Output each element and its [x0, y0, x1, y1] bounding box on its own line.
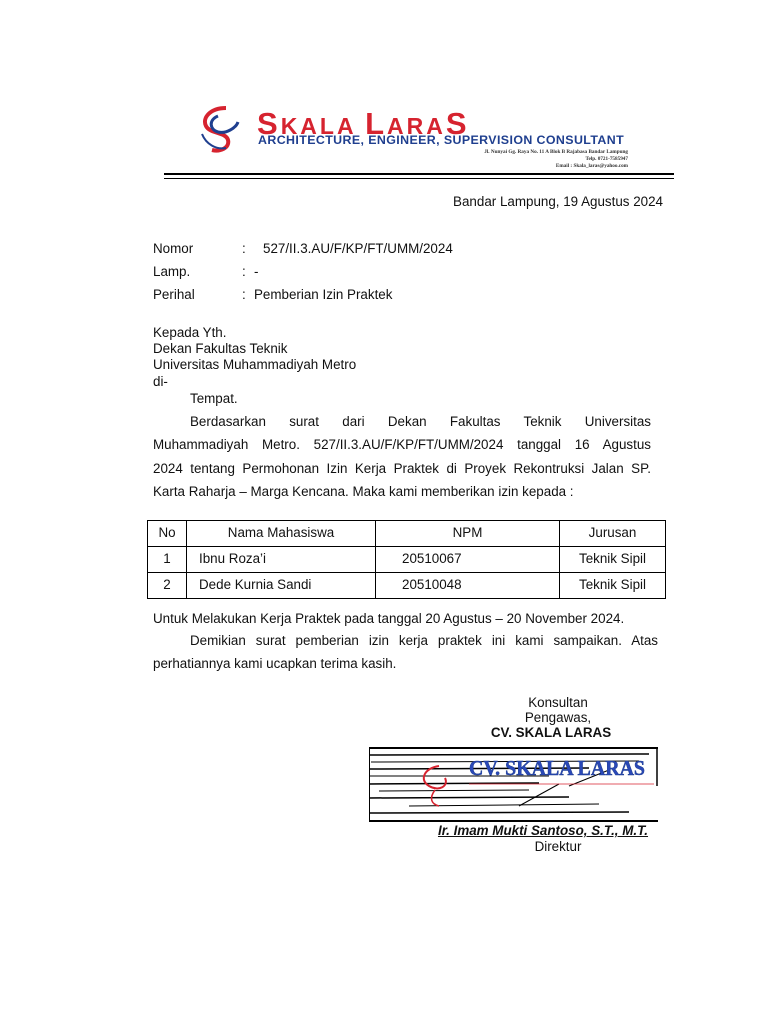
- signature-role: Konsultan: [528, 695, 588, 710]
- table-cell: 1: [148, 547, 187, 573]
- recipient-line: Dekan Fakultas Teknik: [153, 341, 288, 356]
- table-row: [148, 573, 666, 599]
- student-table: [147, 520, 666, 599]
- table-cell: 20510067: [376, 547, 560, 573]
- paragraph-line: Berdasarkan surat dari Dekan Fakultas Teknik Universitas: [190, 414, 651, 429]
- recipient-tempat: Tempat.: [190, 391, 238, 406]
- place-date: Bandar Lampung, 19 Agustus 2024: [453, 194, 663, 209]
- signatory-name: Ir. Imam Mukti Santoso, S.T., M.T.: [437, 823, 649, 838]
- letterhead-rule-thick: [164, 173, 674, 175]
- table-header-cell: Nama Mahasiswa: [187, 521, 376, 547]
- company-email: Email : Skala_laras@yahoo.com: [555, 163, 628, 169]
- lamp-value: -: [254, 264, 259, 279]
- lamp-label: Lamp.: [153, 264, 191, 279]
- table-row: [148, 547, 666, 573]
- company-brand-name: SKALA LARAS: [257, 106, 470, 141]
- paragraph-line: Karta Raharja – Marga Kencana. Maka kami memberikan izin kepada :: [153, 484, 574, 499]
- perihal-value: Pemberian Izin Praktek: [254, 287, 393, 302]
- letterhead-rule-thin: [164, 178, 674, 179]
- signatory-title: Direktur: [534, 839, 582, 854]
- nomor-label: Nomor: [153, 241, 194, 256]
- recipient-line: Universitas Muhammadiyah Metro: [153, 357, 357, 372]
- company-phone: Telp. 0721-7585947: [585, 156, 628, 162]
- company-stamp: [369, 746, 658, 823]
- company-address: Jl. Nunyai Gg. Raya No. 11 A Blok B Rajabasa Bandar Lampung: [484, 149, 628, 155]
- stamp-company-text: CV. SKALA LARAS: [469, 756, 645, 780]
- nomor-separator: :: [242, 241, 246, 256]
- nomor-value: 527/II.3.AU/F/KP/FT/UMM/2024: [263, 241, 453, 256]
- table-cell: 20510048: [376, 573, 560, 599]
- table-header-row: [148, 521, 666, 547]
- closing-line: perhatiannya kami ucapkan terima kasih.: [153, 656, 397, 671]
- period-text: Untuk Melakukan Kerja Praktek pada tanggal 20 Agustus – 20 November 2024.: [153, 611, 625, 626]
- table-cell: Dede Kurnia Sandi: [187, 573, 376, 599]
- paragraph-line: Muhammadiyah Metro. 527/II.3.AU/F/KP/FT/UMM/2024 tanggal 16 Agustus: [153, 437, 651, 452]
- recipient-line: di-: [153, 374, 168, 389]
- company-tagline: ARCHITECTURE, ENGINEER, SUPERVISION CONSULTANT: [258, 133, 625, 147]
- table-cell: Teknik Sipil: [560, 573, 666, 599]
- paragraph-line: 2024 tentang Permohonan Izin Kerja Praktek di Proyek Rekontruksi Jalan SP.: [153, 461, 651, 476]
- table-cell: Teknik Sipil: [560, 547, 666, 573]
- signature-company: CV. SKALA LARAS: [490, 725, 612, 740]
- table-cell: 2: [148, 573, 187, 599]
- perihal-separator: :: [242, 287, 246, 302]
- perihal-label: Perihal: [153, 287, 195, 302]
- stamp-scan-icon: [369, 746, 658, 823]
- lamp-separator: :: [242, 264, 246, 279]
- closing-line: Demikian surat pemberian izin kerja praktek ini kami sampaikan. Atas: [190, 633, 658, 648]
- signature-role: Pengawas,: [524, 710, 592, 725]
- table-cell: Ibnu Roza’i: [187, 547, 376, 573]
- recipient-line: Kepada Yth.: [153, 325, 227, 340]
- table-header-cell: NPM: [376, 521, 560, 547]
- table-header-cell: Jurusan: [560, 521, 666, 547]
- company-logo-icon: [196, 104, 244, 154]
- table-header-cell: No: [148, 521, 187, 547]
